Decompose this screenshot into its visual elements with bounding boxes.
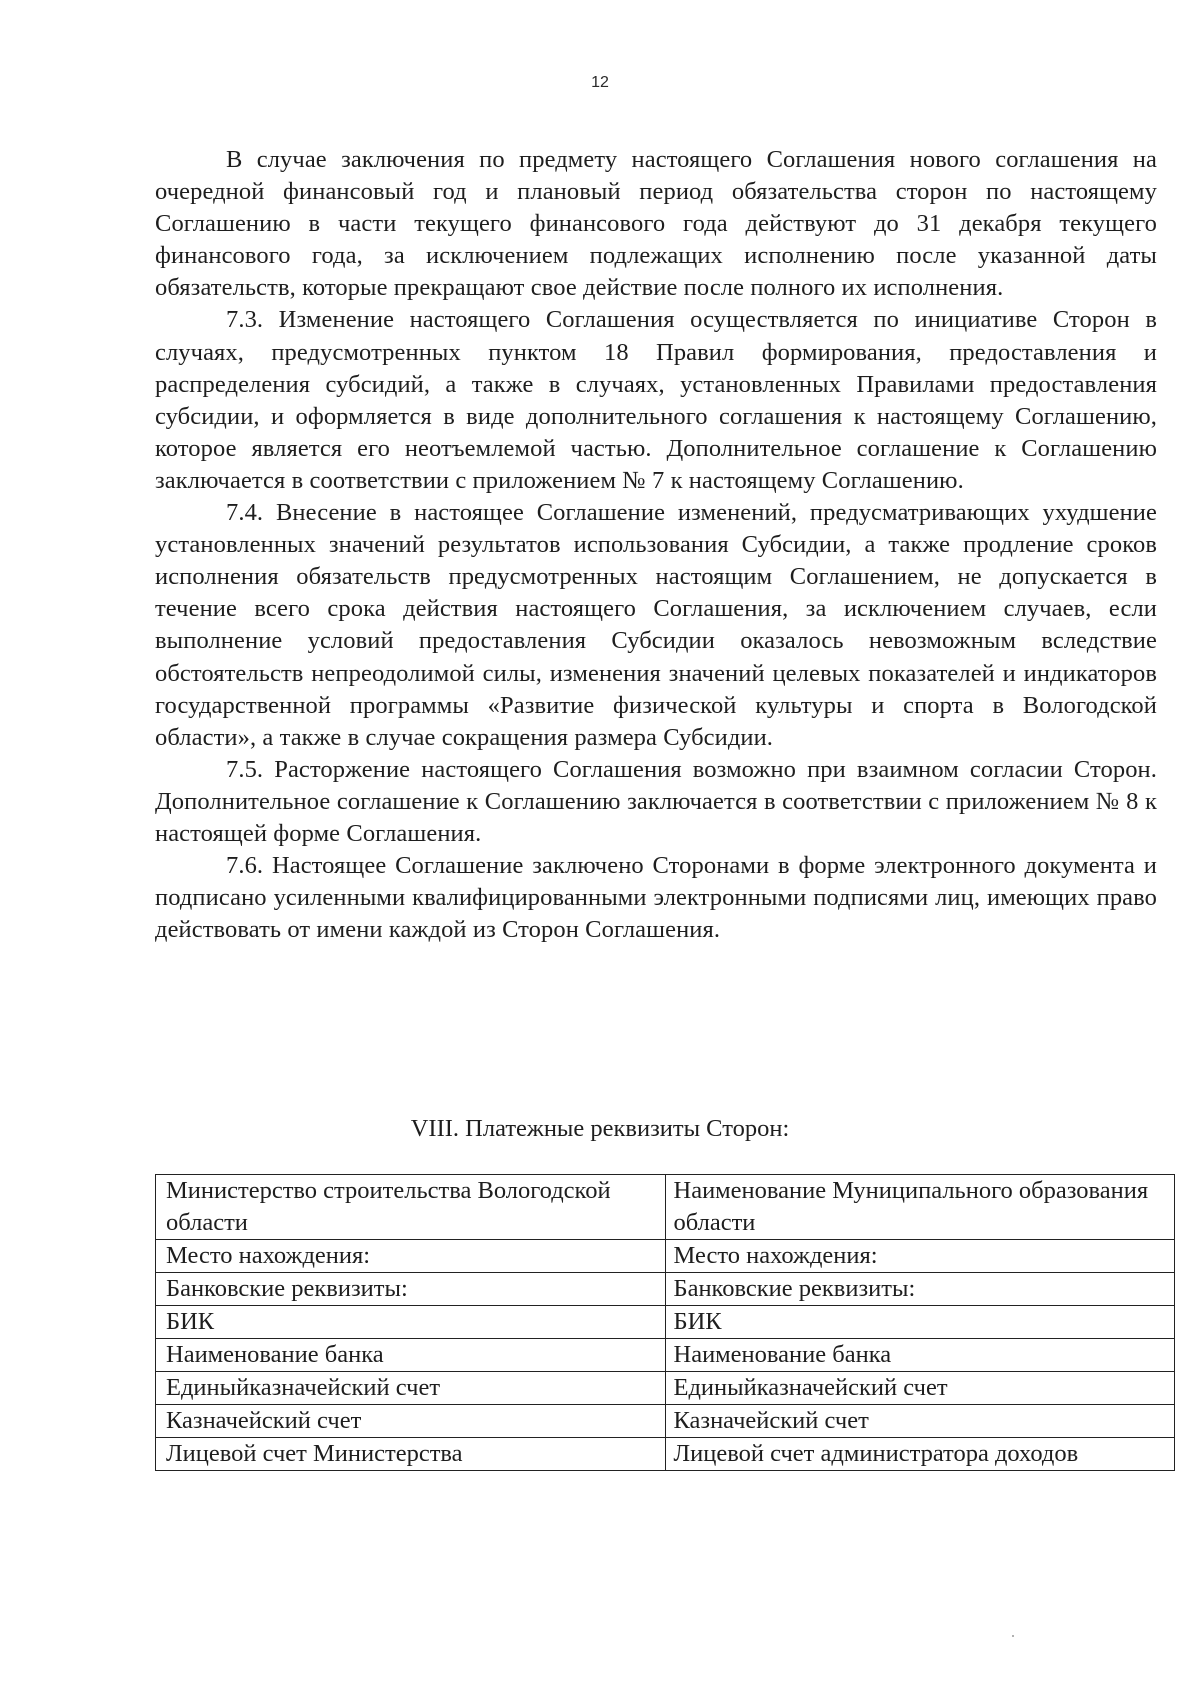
page-number: 12 <box>591 74 609 91</box>
table-row <box>156 1438 1175 1471</box>
table-cell: БИК <box>665 1306 1175 1339</box>
paragraph-7-6: 7.6. Настоящее Соглашение заключено Сторонами в форме электронного документа и подписано усиленными квалифицированными электронными подписями лиц, имеющих право действовать от имени каждой из Сторон Соглашения. <box>155 852 1157 944</box>
table-cell: Наименование банка <box>156 1339 666 1372</box>
table-cell: Наименование банка <box>665 1339 1175 1372</box>
table-row <box>156 1306 1175 1339</box>
table-cell: Лицевой счет Министерства <box>156 1438 666 1471</box>
table-cell: Место нахождения: <box>156 1240 666 1273</box>
table-row <box>156 1240 1175 1273</box>
payment-requisites-table <box>155 1174 1175 1471</box>
paragraph-7-5: 7.5. Расторжение настоящего Соглашения возможно при взаимном согласии Сторон. Дополнительное соглашение к Соглашению заключается в соответствии с приложением № 8 к настоящей форме Соглашения. <box>155 755 1157 847</box>
table-cell: Казначейский счет <box>665 1405 1175 1438</box>
table-row <box>156 1175 1175 1240</box>
paragraph-7-4: 7.4. Внесение в настоящее Соглашение изменений, предусматривающих ухудшение установленных значений результатов использования Субсидии, а также продление сроков исполнения обязательств предусмотренных настоящим Соглашением, не допускается в течение всего срока действия настоящего Соглашения, за исключением случаев, если выполнение условий предоставления Субсидии оказалось невозможным вследствие обстоятельств непреодолимой силы, изменения значений целевых показателей и индикаторов государственной программы «Развитие физической культуры и спорта в Вологодской области», а также в случае сокращения размера Субсидии. <box>155 499 1157 751</box>
scan-speck <box>1012 1635 1014 1637</box>
document-body <box>155 144 1157 946</box>
table-cell: Место нахождения: <box>665 1240 1175 1273</box>
table-row <box>156 1405 1175 1438</box>
table-cell: БИК <box>156 1306 666 1339</box>
table-row <box>156 1273 1175 1306</box>
table-row <box>156 1339 1175 1372</box>
paragraph-new-agreement: В случае заключения по предмету настоящего Соглашения нового соглашения на очередной финансовый год и плановый период обязательства сторон по настоящему Соглашению в части текущего финансового года действуют до 31 декабря текущего финансового года, за исключением подлежащих исполнению после указанной даты обязательств, которые прекращают свое действие после полного их исполнения. <box>155 146 1157 302</box>
table-row <box>156 1372 1175 1405</box>
table-cell: Единыйказначейский счет <box>665 1372 1175 1405</box>
table-cell: Единыйказначейский счет <box>156 1372 666 1405</box>
table-cell: Лицевой счет администратора доходов <box>665 1438 1175 1471</box>
table-cell: Банковские реквизиты: <box>665 1273 1175 1306</box>
table-cell: Банковские реквизиты: <box>156 1273 666 1306</box>
section-title: VIII. Платежные реквизиты Сторон: <box>410 1115 790 1142</box>
table-cell-ministry: Министерство строительства Вологодской области <box>156 1175 666 1240</box>
paragraph-7-3: 7.3. Изменение настоящего Соглашения осуществляется по инициативе Сторон в случаях, предусмотренных пунктом 18 Правил формирования, предоставления и распределения субсидий, а также в случаях, установленных Правилами предоставления субсидии, и оформляется в виде дополнительного соглашения к настоящему Соглашению, которое является его неотъемлемой частью. Дополнительное соглашение к Соглашению заключается в соответствии с приложением № 7 к настоящему Соглашению. <box>155 306 1157 494</box>
table-cell-municipality: Наименование Муниципального образования области <box>665 1175 1175 1240</box>
table-cell: Казначейский счет <box>156 1405 666 1438</box>
